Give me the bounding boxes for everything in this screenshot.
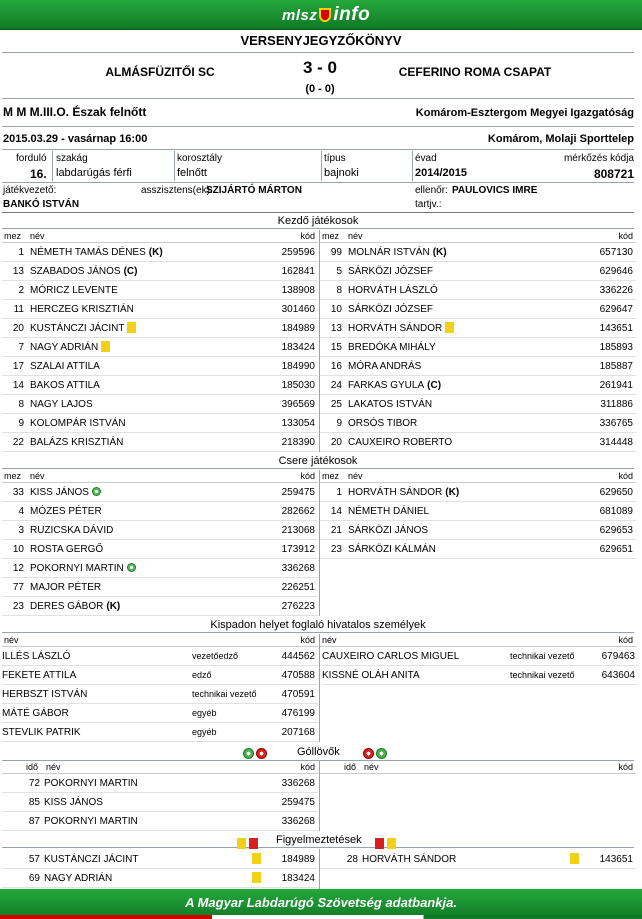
substitute-row[interactable] [2, 521, 318, 540]
official-name: FEKETE ATTILA [2, 670, 77, 681]
player-name: HORVÁTH SÁNDOR (K) [348, 487, 460, 498]
event-minute: 72 [28, 778, 40, 789]
player-code: 629653 [599, 525, 633, 536]
event-minute: 57 [28, 854, 40, 865]
player-name: HORVÁTH LÁSZLÓ [348, 285, 438, 296]
match-datetime: 2015.03.29 - vasárnap 16:00 [3, 133, 148, 145]
section-title-text: Góllövők [297, 746, 340, 758]
player-code: 336268 [281, 563, 315, 574]
event-player: POKORNYI MARTIN [44, 778, 138, 789]
substitute-row[interactable] [2, 502, 318, 521]
player-name: SZALAI ATTILA [30, 361, 100, 372]
player-name: DERES GÁBOR (K) [30, 601, 121, 612]
player-code: 138908 [281, 285, 315, 296]
event-minute: 69 [28, 873, 40, 884]
page-title: VERSENYJEGYZŐKÖNYV [240, 33, 402, 48]
player-name: MÓRICZ LEVENTE [30, 285, 118, 296]
player-name: MAJOR PÉTER [30, 582, 102, 593]
player-name: SÁRKÖZI KÁLMÁN [348, 544, 436, 555]
column-header: idő [26, 762, 39, 772]
captain-mark: (K) [106, 601, 121, 612]
player-name: HERCZEG KRISZTIÁN [30, 304, 134, 315]
column-header: név [348, 471, 363, 481]
official-name: MÁTÉ GÁBOR [2, 708, 69, 719]
branch-label: szakág [56, 153, 88, 164]
official-role: vezetőedző [192, 651, 239, 661]
official-role: edző [192, 670, 212, 680]
starter-row[interactable] [2, 433, 318, 452]
event-code: 336268 [281, 816, 315, 827]
official-row[interactable] [2, 685, 318, 704]
logo-info-text: info [333, 4, 371, 25]
player-name: SÁRKÖZI JÓZSEF [348, 266, 434, 277]
column-header: név [30, 471, 45, 481]
column-header-rule [320, 773, 636, 774]
age-label: korosztály [177, 153, 223, 164]
starter-row[interactable] [320, 281, 636, 300]
event-player: KUSTÁNCZI JÁCINT [44, 854, 139, 865]
player-code: 184990 [281, 361, 315, 372]
player-code: 185893 [599, 342, 633, 353]
yellow-card-icon [127, 322, 136, 333]
yellow-card-icon [445, 322, 454, 333]
player-code: 259475 [281, 487, 315, 498]
official-code: 643604 [601, 670, 635, 681]
red-ball-icon [363, 748, 374, 759]
column-header: mez [322, 471, 340, 481]
player-name: POKORNYI MARTIN [30, 559, 136, 578]
type-label: típus [324, 153, 346, 164]
player-name: SZABADOS JÁNOS (C) [30, 266, 138, 277]
substitute-row[interactable] [2, 483, 318, 502]
event-player: KISS JÁNOS [44, 797, 103, 808]
captain-mark: (K) [432, 247, 447, 258]
controller-name: PAULOVICS IMRE [452, 185, 538, 196]
player-code: 226251 [281, 582, 315, 593]
shirt-number: 16 [330, 361, 342, 372]
player-name: BAKOS ATTILA [30, 380, 100, 391]
captain-mark: (K) [445, 487, 460, 498]
green-ball-icon [376, 748, 387, 759]
player-name: MÓRA ANDRÁS [348, 361, 422, 372]
player-code: 314448 [599, 437, 633, 448]
substitute-row[interactable] [320, 483, 636, 502]
player-name: MOLNÁR ISTVÁN (K) [348, 247, 447, 258]
player-name: NÉMETH DÁNIEL [348, 506, 430, 517]
event-code: 143651 [599, 854, 633, 865]
column-header: név [30, 231, 45, 241]
shirt-number: 1 [336, 487, 342, 498]
starter-row[interactable] [2, 319, 318, 338]
halftime-score: (0 - 0) [305, 83, 335, 95]
starter-row[interactable] [2, 357, 318, 376]
player-code: 629650 [599, 487, 633, 498]
crest-icon [319, 8, 331, 22]
final-score: 3 - 0 [302, 58, 338, 77]
official-role: technikai vezető [510, 670, 575, 680]
player-code: 133054 [281, 418, 315, 429]
player-name: CAUXEIRO ROBERTO [348, 437, 453, 448]
footer-banner [0, 889, 642, 919]
event-row[interactable] [2, 812, 318, 831]
starter-row[interactable] [320, 243, 636, 262]
column-header: név [364, 762, 379, 772]
player-code: 143651 [599, 323, 633, 334]
season-value: 2014/2015 [415, 167, 467, 179]
starter-row[interactable] [320, 262, 636, 281]
player-code: 276223 [281, 601, 315, 612]
column-separator [319, 470, 320, 616]
player-code: 629651 [599, 544, 633, 555]
official-code: 470591 [281, 689, 315, 700]
starter-row[interactable] [320, 376, 636, 395]
shirt-number: 25 [330, 399, 342, 410]
divider [2, 182, 634, 183]
official-code: 207168 [281, 727, 315, 738]
column-separator [319, 230, 320, 452]
official-name: STEVLIK PATRIK [2, 727, 81, 738]
shirt-number: 77 [12, 582, 24, 593]
player-code: 218390 [281, 437, 315, 448]
event-row[interactable] [2, 774, 318, 793]
shirt-number: 99 [330, 247, 342, 258]
player-code: 629647 [599, 304, 633, 315]
shirt-number: 7 [18, 342, 24, 353]
official-name: ILLÉS LÁSZLÓ [2, 651, 71, 662]
official-role: technikai vezető [192, 689, 257, 699]
referee-label: játékvezető: [3, 185, 57, 196]
player-name: BREDÓKA MIHÁLY [348, 342, 436, 353]
column-separator [319, 761, 320, 831]
official-code: 679463 [601, 651, 635, 662]
player-name: HORVÁTH SÁNDOR [348, 319, 454, 338]
official-code: 470588 [281, 670, 315, 681]
player-name: RUZICSKA DÁVID [30, 525, 114, 536]
section-title-text: Figyelmeztetések [276, 834, 362, 846]
column-separator [319, 634, 320, 742]
shirt-number: 10 [330, 304, 342, 315]
event-code: 184989 [281, 854, 315, 865]
player-name: NAGY ADRIÁN [30, 338, 110, 357]
event-minute: 87 [28, 816, 40, 827]
divider [2, 98, 634, 99]
shirt-number: 13 [330, 323, 342, 334]
shirt-number: 8 [336, 285, 342, 296]
player-name: NAGY LAJOS [30, 399, 93, 410]
player-code: 259596 [281, 247, 315, 258]
reserve-referee-label: tartjv.: [415, 199, 442, 210]
player-name: FARKAS GYULA (C) [348, 380, 442, 391]
red-card-icon [375, 838, 384, 849]
divider [2, 149, 634, 150]
shirt-number: 10 [12, 544, 24, 555]
logo-mlsz-text: mlsz [282, 7, 318, 24]
player-code: 336765 [599, 418, 633, 429]
starter-row[interactable] [320, 357, 636, 376]
official-role: egyéb [192, 708, 217, 718]
official-code: 444562 [281, 651, 315, 662]
divider [2, 52, 634, 53]
column-separator [319, 849, 320, 889]
yellow-card-icon [252, 850, 261, 869]
substitute-row[interactable] [320, 521, 636, 540]
header-banner [0, 0, 642, 30]
player-code: 301460 [281, 304, 315, 315]
section-title: Kispadon helyet foglaló hivatalos személyek [2, 617, 634, 633]
starter-row[interactable] [320, 338, 636, 357]
goal-icons-right [362, 744, 388, 762]
shirt-number: 13 [12, 266, 24, 277]
player-name: KUSTÁNCZI JÁCINT [30, 319, 136, 338]
shirt-number: 22 [12, 437, 24, 448]
official-row[interactable] [322, 666, 638, 685]
shirt-number: 21 [330, 525, 342, 536]
column-header: kód [618, 231, 633, 241]
official-name: CAUXEIRO CARLOS MIGUEL [322, 651, 460, 662]
shirt-number: 3 [18, 525, 24, 536]
event-minute: 28 [346, 854, 358, 865]
event-row[interactable] [2, 850, 318, 869]
event-code: 183424 [281, 873, 315, 884]
red-card-icon [249, 838, 258, 849]
match-code-value: 808721 [593, 167, 634, 181]
starter-row[interactable] [320, 300, 636, 319]
player-code: 185887 [599, 361, 633, 372]
shirt-number: 11 [13, 304, 24, 315]
yellow-card-icon [387, 838, 396, 849]
shirt-number: 20 [330, 437, 342, 448]
yellow-card-icon [570, 850, 579, 869]
column-header: név [348, 231, 363, 241]
shirt-number: 17 [12, 361, 24, 372]
yellow-card-icon [237, 838, 246, 849]
column-header: mez [4, 231, 22, 241]
official-role: technikai vezető [510, 651, 575, 661]
column-header: kód [300, 762, 315, 772]
shirt-number: 2 [18, 285, 24, 296]
event-player: HORVÁTH SÁNDOR [362, 854, 457, 865]
yellow-card-icon [252, 869, 261, 888]
age-value: felnőtt [177, 167, 207, 179]
column-header: kód [300, 471, 315, 481]
mlsz-info-logo[interactable] [282, 4, 370, 26]
season-label: évad [415, 153, 437, 164]
official-row[interactable] [2, 723, 318, 742]
shirt-number: 33 [12, 487, 24, 498]
goal-icons-left [242, 744, 268, 762]
official-row[interactable] [2, 666, 318, 685]
official-role: egyéb [192, 727, 217, 737]
official-name: KISSNÉ OLÁH ANITA [322, 670, 420, 681]
goal-ball-icon [127, 563, 136, 572]
event-code: 336268 [281, 778, 315, 789]
official-name: HERBSZT ISTVÁN [2, 689, 88, 700]
section-title: Csere játékosok [2, 453, 634, 469]
shirt-number: 8 [18, 399, 24, 410]
yellow-card-icon-shape [252, 872, 261, 883]
column-header: név [322, 635, 337, 645]
substitute-row[interactable] [2, 559, 318, 578]
column-header: kód [300, 231, 315, 241]
column-header: idő [344, 762, 357, 772]
starter-row[interactable] [320, 433, 636, 452]
match-code-label: mérkőzés kódja [563, 153, 634, 164]
shirt-number: 1 [18, 247, 24, 258]
player-code: 681089 [599, 506, 633, 517]
footer-text: A Magyar Labdarúgó Szövetség adatbankja. [185, 895, 457, 910]
player-name: ORSÓS TIBOR [348, 418, 418, 429]
player-code: 185030 [281, 380, 315, 391]
captain-mark: (C) [427, 380, 442, 391]
competition-name: M M M.III.O. Észak felnőtt [3, 105, 147, 119]
column-header: kód [300, 635, 315, 645]
captain-mark: (C) [123, 266, 138, 277]
player-code: 162841 [281, 266, 315, 277]
goal-ball-icon [92, 487, 101, 496]
divider [2, 126, 634, 127]
player-name: ROSTA GERGŐ [30, 544, 104, 555]
referee-name: BANKÓ ISTVÁN [3, 199, 80, 210]
substitute-row[interactable] [2, 597, 318, 616]
starter-row[interactable] [2, 376, 318, 395]
official-row[interactable] [2, 647, 318, 666]
starter-row[interactable] [2, 338, 318, 357]
shirt-number: 20 [12, 323, 24, 334]
column-header: név [4, 635, 19, 645]
flag-stripe [0, 915, 642, 919]
official-row[interactable] [2, 704, 318, 723]
column-header: név [46, 762, 61, 772]
column-header: kód [618, 762, 633, 772]
event-player: NAGY ADRIÁN [44, 873, 113, 884]
shirt-number: 24 [330, 380, 342, 391]
shirt-number: 23 [12, 601, 24, 612]
player-code: 282662 [281, 506, 315, 517]
yellow-card-icon-shape [570, 853, 579, 864]
red-ball-icon [256, 748, 267, 759]
shirt-number: 5 [336, 266, 342, 277]
player-code: 173912 [281, 544, 315, 555]
shirt-number: 14 [12, 380, 24, 391]
event-row[interactable] [2, 793, 318, 812]
player-code: 336226 [599, 285, 633, 296]
player-code: 183424 [281, 342, 315, 353]
section-title: Kezdő játékosok [2, 213, 634, 229]
event-row[interactable] [320, 850, 636, 869]
shirt-number: 9 [336, 418, 342, 429]
column-header: kód [618, 635, 633, 645]
home-team-name: ALMÁSFÜZITŐI SC [105, 65, 215, 79]
substitute-row[interactable] [320, 540, 636, 559]
event-player: POKORNYI MARTIN [44, 816, 138, 827]
event-minute: 85 [28, 797, 40, 808]
assistants-label: asszisztens(ek): [141, 185, 213, 196]
assistants-name: SZIJÁRTÓ MÁRTON [206, 185, 302, 196]
starter-row[interactable] [320, 395, 636, 414]
player-name: LAKATOS ISTVÁN [348, 399, 433, 410]
player-name: BALÁZS KRISZTIÁN [30, 437, 124, 448]
starter-row[interactable] [320, 319, 636, 338]
shirt-number: 4 [18, 506, 24, 517]
substitute-row[interactable] [320, 502, 636, 521]
controller-label: ellenőr: [415, 185, 448, 196]
shirt-number: 12 [12, 563, 24, 574]
event-row[interactable] [2, 869, 318, 888]
substitute-row[interactable] [2, 578, 318, 597]
player-code: 213068 [281, 525, 315, 536]
event-code: 259475 [281, 797, 315, 808]
away-team-name: CEFERINO ROMA CSAPAT [398, 65, 552, 79]
organizer-name: Komárom-Esztergom Megyei Igazgatóság [415, 107, 634, 119]
starter-row[interactable] [2, 243, 318, 262]
player-name: KOLOMPÁR ISTVÁN [30, 418, 126, 429]
shirt-number: 9 [18, 418, 24, 429]
player-name: NÉMETH TAMÁS DÉNES (K) [30, 247, 163, 258]
player-code: 261941 [599, 380, 633, 391]
player-code: 396569 [281, 399, 315, 410]
starter-row[interactable] [320, 414, 636, 433]
column-header: mez [322, 231, 340, 241]
column-header: mez [4, 471, 22, 481]
shirt-number: 15 [330, 342, 342, 353]
player-name: KISS JÁNOS [30, 483, 101, 502]
round-label: forduló [16, 153, 47, 164]
column-header: kód [618, 471, 633, 481]
player-code: 657130 [599, 247, 633, 258]
official-code: 476199 [281, 708, 315, 719]
venue: Komárom, Molaji Sporttelep [487, 133, 634, 145]
player-code: 184989 [281, 323, 315, 334]
substitute-row[interactable] [2, 540, 318, 559]
green-ball-icon [243, 748, 254, 759]
starter-row[interactable] [2, 262, 318, 281]
type-value: bajnoki [324, 167, 359, 179]
starter-row[interactable] [2, 414, 318, 433]
player-code: 311886 [600, 399, 633, 410]
starter-row[interactable] [2, 300, 318, 319]
branch-value: labdarúgás férfi [56, 167, 132, 179]
player-name: SÁRKÖZI JÁNOS [348, 525, 429, 536]
starter-row[interactable] [2, 395, 318, 414]
round-value: 16. [30, 167, 47, 181]
official-row[interactable] [322, 647, 638, 666]
yellow-card-icon-shape [252, 853, 261, 864]
player-code: 629646 [599, 266, 633, 277]
captain-mark: (K) [148, 247, 163, 258]
player-name: MÓZES PÉTER [30, 506, 102, 517]
player-name: SÁRKÖZI JÓZSEF [348, 304, 434, 315]
shirt-number: 14 [330, 506, 342, 517]
shirt-number: 23 [330, 544, 342, 555]
starter-row[interactable] [2, 281, 318, 300]
yellow-card-icon [101, 341, 110, 352]
